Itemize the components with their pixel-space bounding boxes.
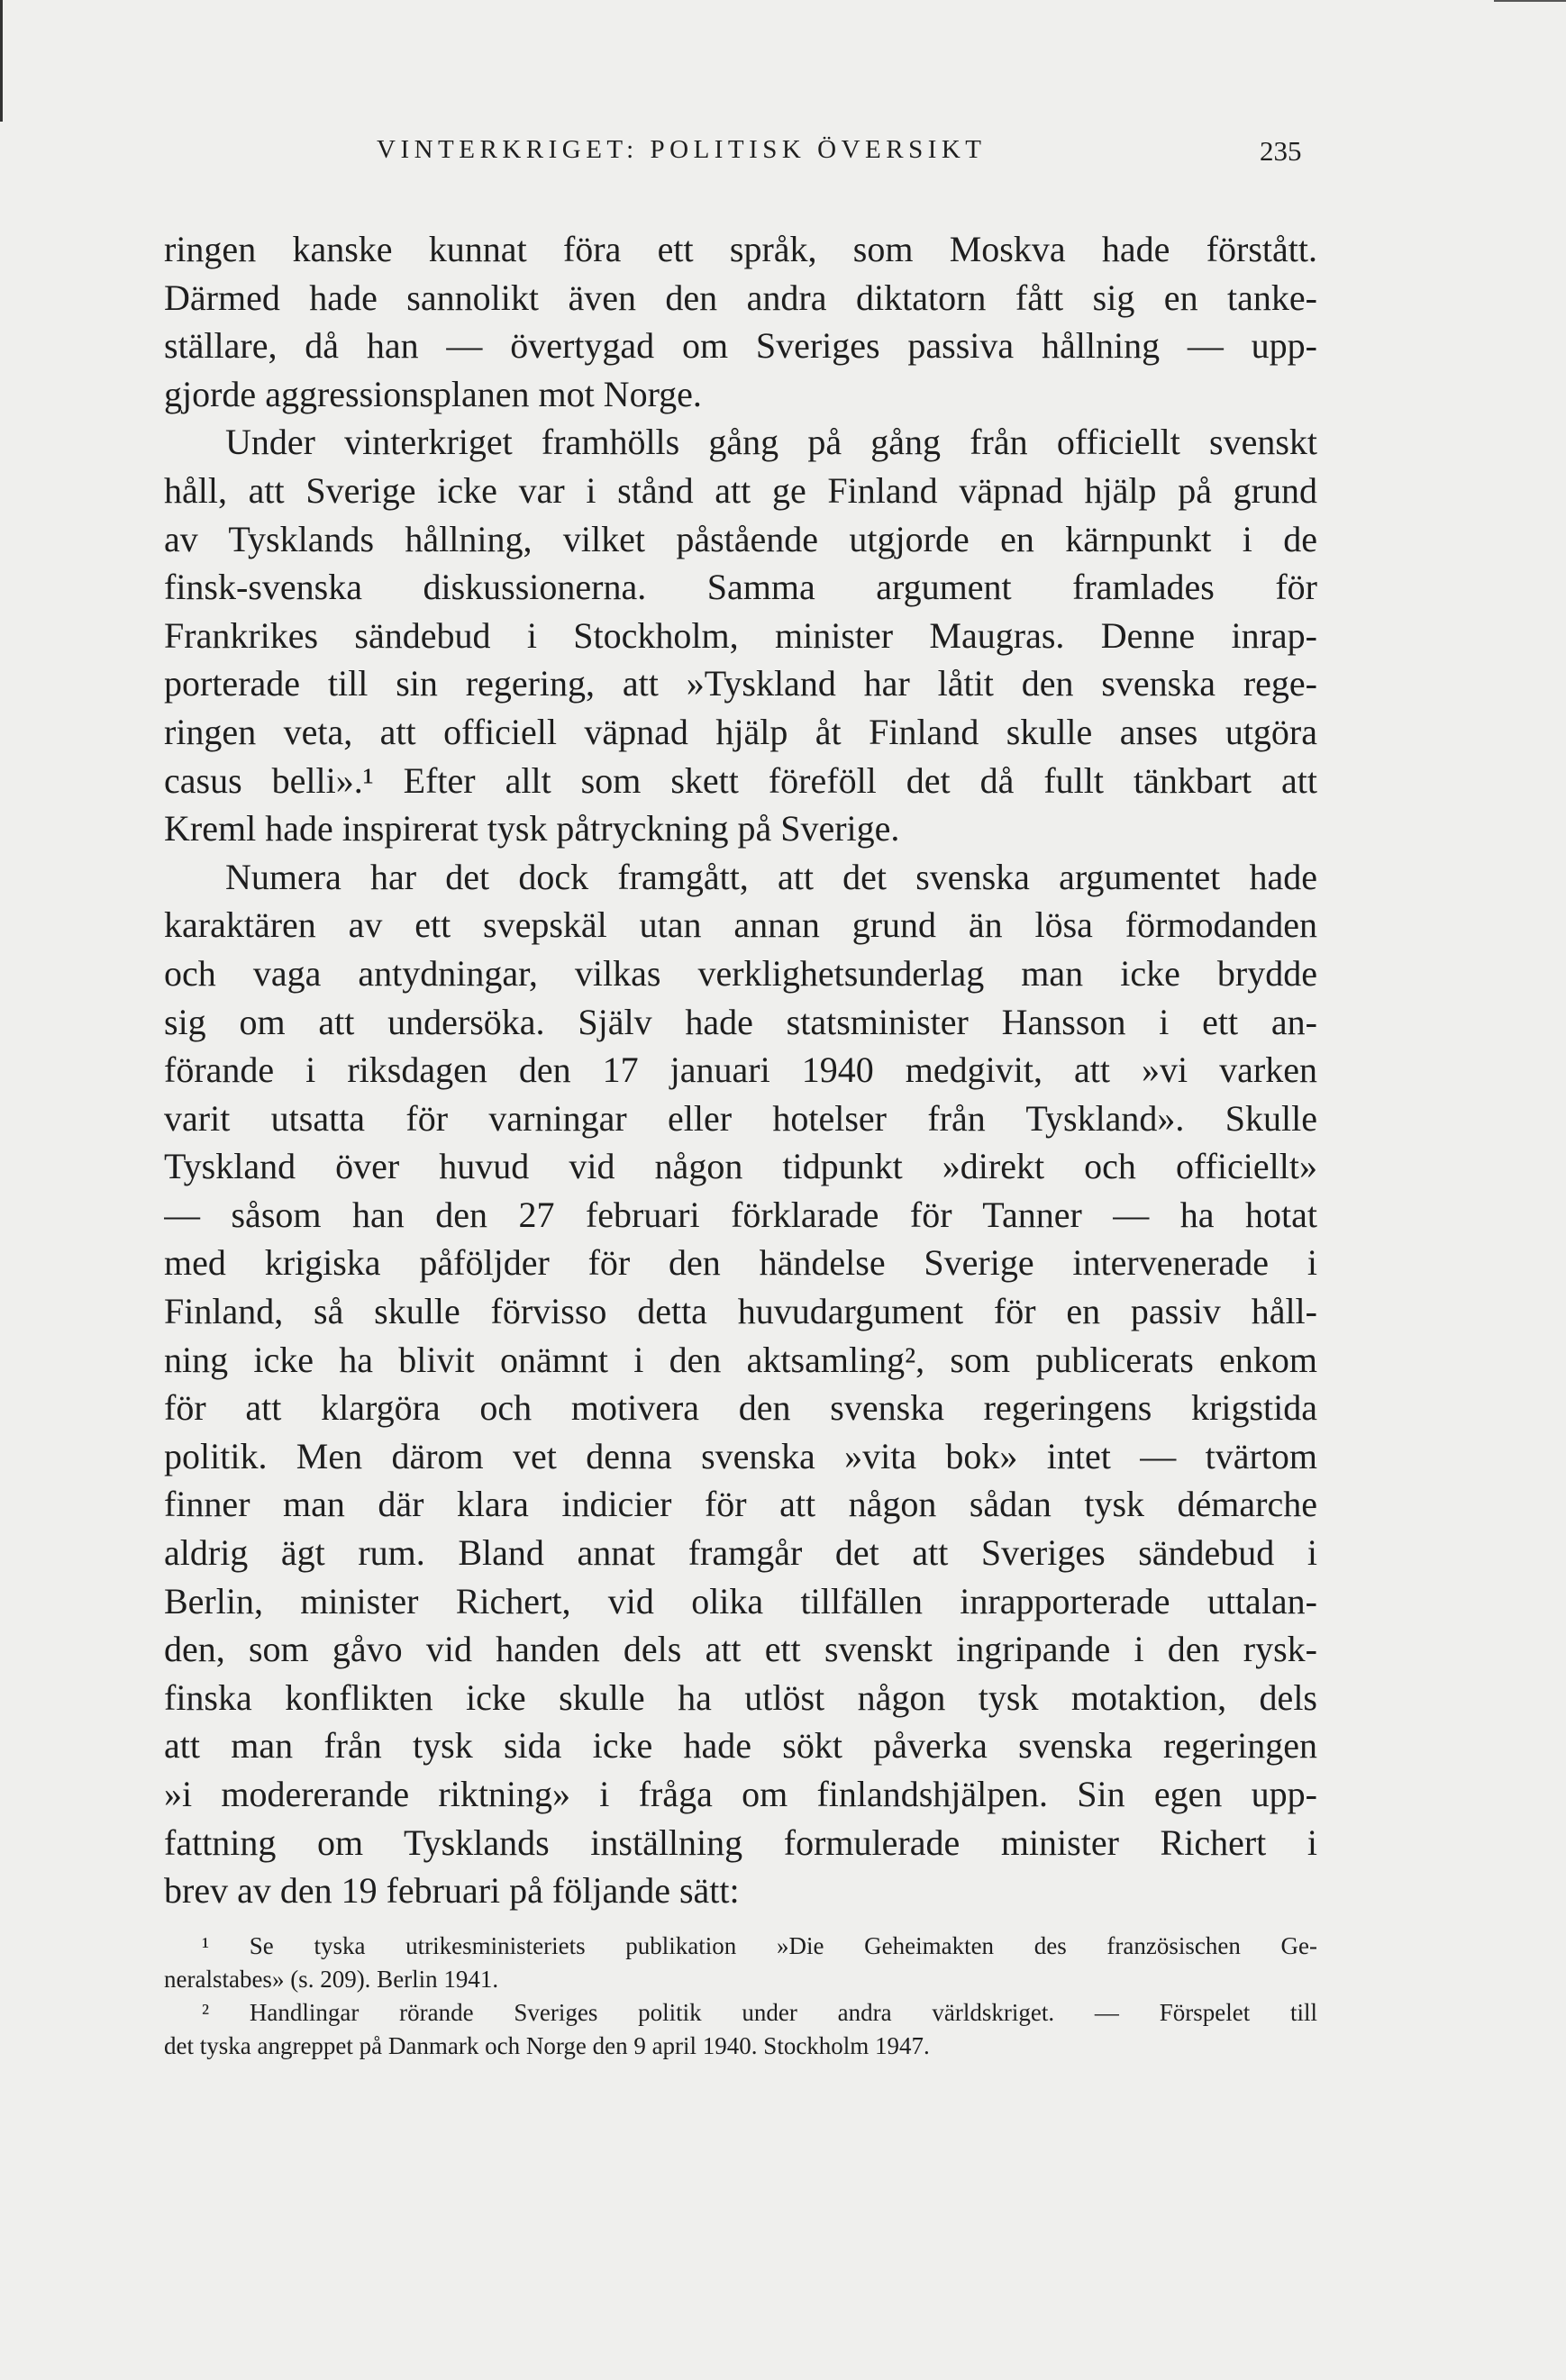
- text-line: Numera har det dock framgått, att det svenska argumentet hade: [225, 856, 1317, 897]
- body-text: [164, 225, 1317, 1915]
- text-line: av Tysklands hållning, vilket påstående utgjorde en kärnpunkt i de: [164, 518, 1317, 559]
- text-line: håll, att Sverige icke var i stånd att ge Finland väpnad hjälp på grund: [164, 469, 1317, 511]
- text-line: Kreml hade inspirerat tysk påtryckning på Sverige.: [164, 808, 900, 849]
- text-line: ringen veta, att officiell väpnad hjälp åt Finland skulle anses utgöra: [164, 711, 1317, 752]
- text-line: aldrig ägt rum. Bland annat framgår det att Sveriges sändebud i: [164, 1532, 1317, 1574]
- text-line: Under vinterkriget framhölls gång på gång från officiellt svenskt: [225, 422, 1317, 463]
- text-line: med krigiska påföljder för den händelse Sverige intervenerade i: [164, 1242, 1317, 1284]
- text-line: ning icke ha blivit onämnt i den aktsamling², som publicerats enkom: [164, 1339, 1317, 1380]
- text-line: Tyskland över huvud vid någon tidpunkt »direkt och officiellt»: [164, 1146, 1317, 1187]
- text-line: finsk-svenska diskussionerna. Samma argument framlades för: [164, 567, 1317, 608]
- running-title: VINTERKRIGET: POLITISK ÖVERSIKT: [377, 135, 987, 164]
- text-line: karaktären av ett svepskäl utan annan grund än lösa förmodanden: [164, 904, 1317, 946]
- text-line: sig om att undersöka. Själv hade statsminister Hansson i ett an-: [164, 1001, 1317, 1042]
- text-line: finska konflikten icke skulle ha utlöst någon tysk motaktion, dels: [164, 1676, 1317, 1718]
- scan-edge: [0, 0, 3, 122]
- footnotes: [164, 1930, 1317, 2063]
- text-line: porterade till sin regering, att »Tyskland har låtit den svenska rege-: [164, 663, 1317, 704]
- text-line: för att klargöra och motivera den svenska regeringens krigstida: [164, 1387, 1317, 1429]
- text-line: Frankrikes sändebud i Stockholm, minister Maugras. Denne inrap-: [164, 614, 1317, 656]
- footnote-line: ² Handlingar rörande Sveriges politik under andra världskriget. — Förspelet till: [202, 1999, 1317, 2026]
- text-line: — såsom han den 27 februari förklarade för Tanner — ha hotat: [164, 1194, 1317, 1235]
- text-line: gjorde aggressionsplanen mot Norge.: [164, 373, 702, 414]
- page-number: 235: [1260, 135, 1302, 167]
- scan-edge: [1494, 0, 1566, 2]
- text-line: Därmed hade sannolikt även den andra diktatorn fått sig en tanke-: [164, 277, 1317, 318]
- text-line: att man från tysk sida icke hade sökt påverka svenska regeringen: [164, 1725, 1317, 1767]
- text-line: förande i riksdagen den 17 januari 1940 medgivit, att »vi varken: [164, 1049, 1317, 1091]
- text-line: politik. Men därom vet denna svenska »vita bok» intet — tvärtom: [164, 1435, 1317, 1476]
- text-line: brev av den 19 februari på följande sätt:: [164, 1870, 740, 1912]
- footnote-line: neralstabes» (s. 209). Berlin 1941.: [164, 1966, 499, 1993]
- text-line: Finland, så skulle förvisso detta huvudargument för en passiv håll-: [164, 1291, 1317, 1332]
- footnote-line: det tyska angreppet på Danmark och Norge den 9 april 1940. Stockholm 1947.: [164, 2032, 930, 2059]
- text-line: casus belli».¹ Efter allt som skett föreföll det då fullt tänkbart att: [164, 759, 1317, 801]
- text-line: Berlin, minister Richert, vid olika tillfällen inrapporterade uttalan-: [164, 1580, 1317, 1621]
- text-line: varit utsatta för varningar eller hotelser från Tyskland». Skulle: [164, 1097, 1317, 1139]
- text-line: ställare, då han — övertygad om Sveriges passiva hållning — upp-: [164, 325, 1317, 367]
- text-line: ringen kanske kunnat föra ett språk, som Moskva hade förstått.: [164, 229, 1317, 269]
- footnote-line: ¹ Se tyska utrikesministeriets publikation »Die Geheimakten des französischen Ge-: [202, 1932, 1317, 1959]
- text-line: den, som gåvo vid handen dels att ett svenskt ingripande i den rysk-: [164, 1629, 1317, 1670]
- text-line: »i modererande riktning» i fråga om finlandshjälpen. Sin egen upp-: [164, 1774, 1317, 1814]
- text-line: och vaga antydningar, vilkas verklighetsunderlag man icke brydde: [164, 952, 1317, 994]
- text-line: finner man där klara indicier för att någon sådan tysk démarche: [164, 1484, 1317, 1525]
- text-line: fattning om Tysklands inställning formulerade minister Richert i: [164, 1821, 1317, 1863]
